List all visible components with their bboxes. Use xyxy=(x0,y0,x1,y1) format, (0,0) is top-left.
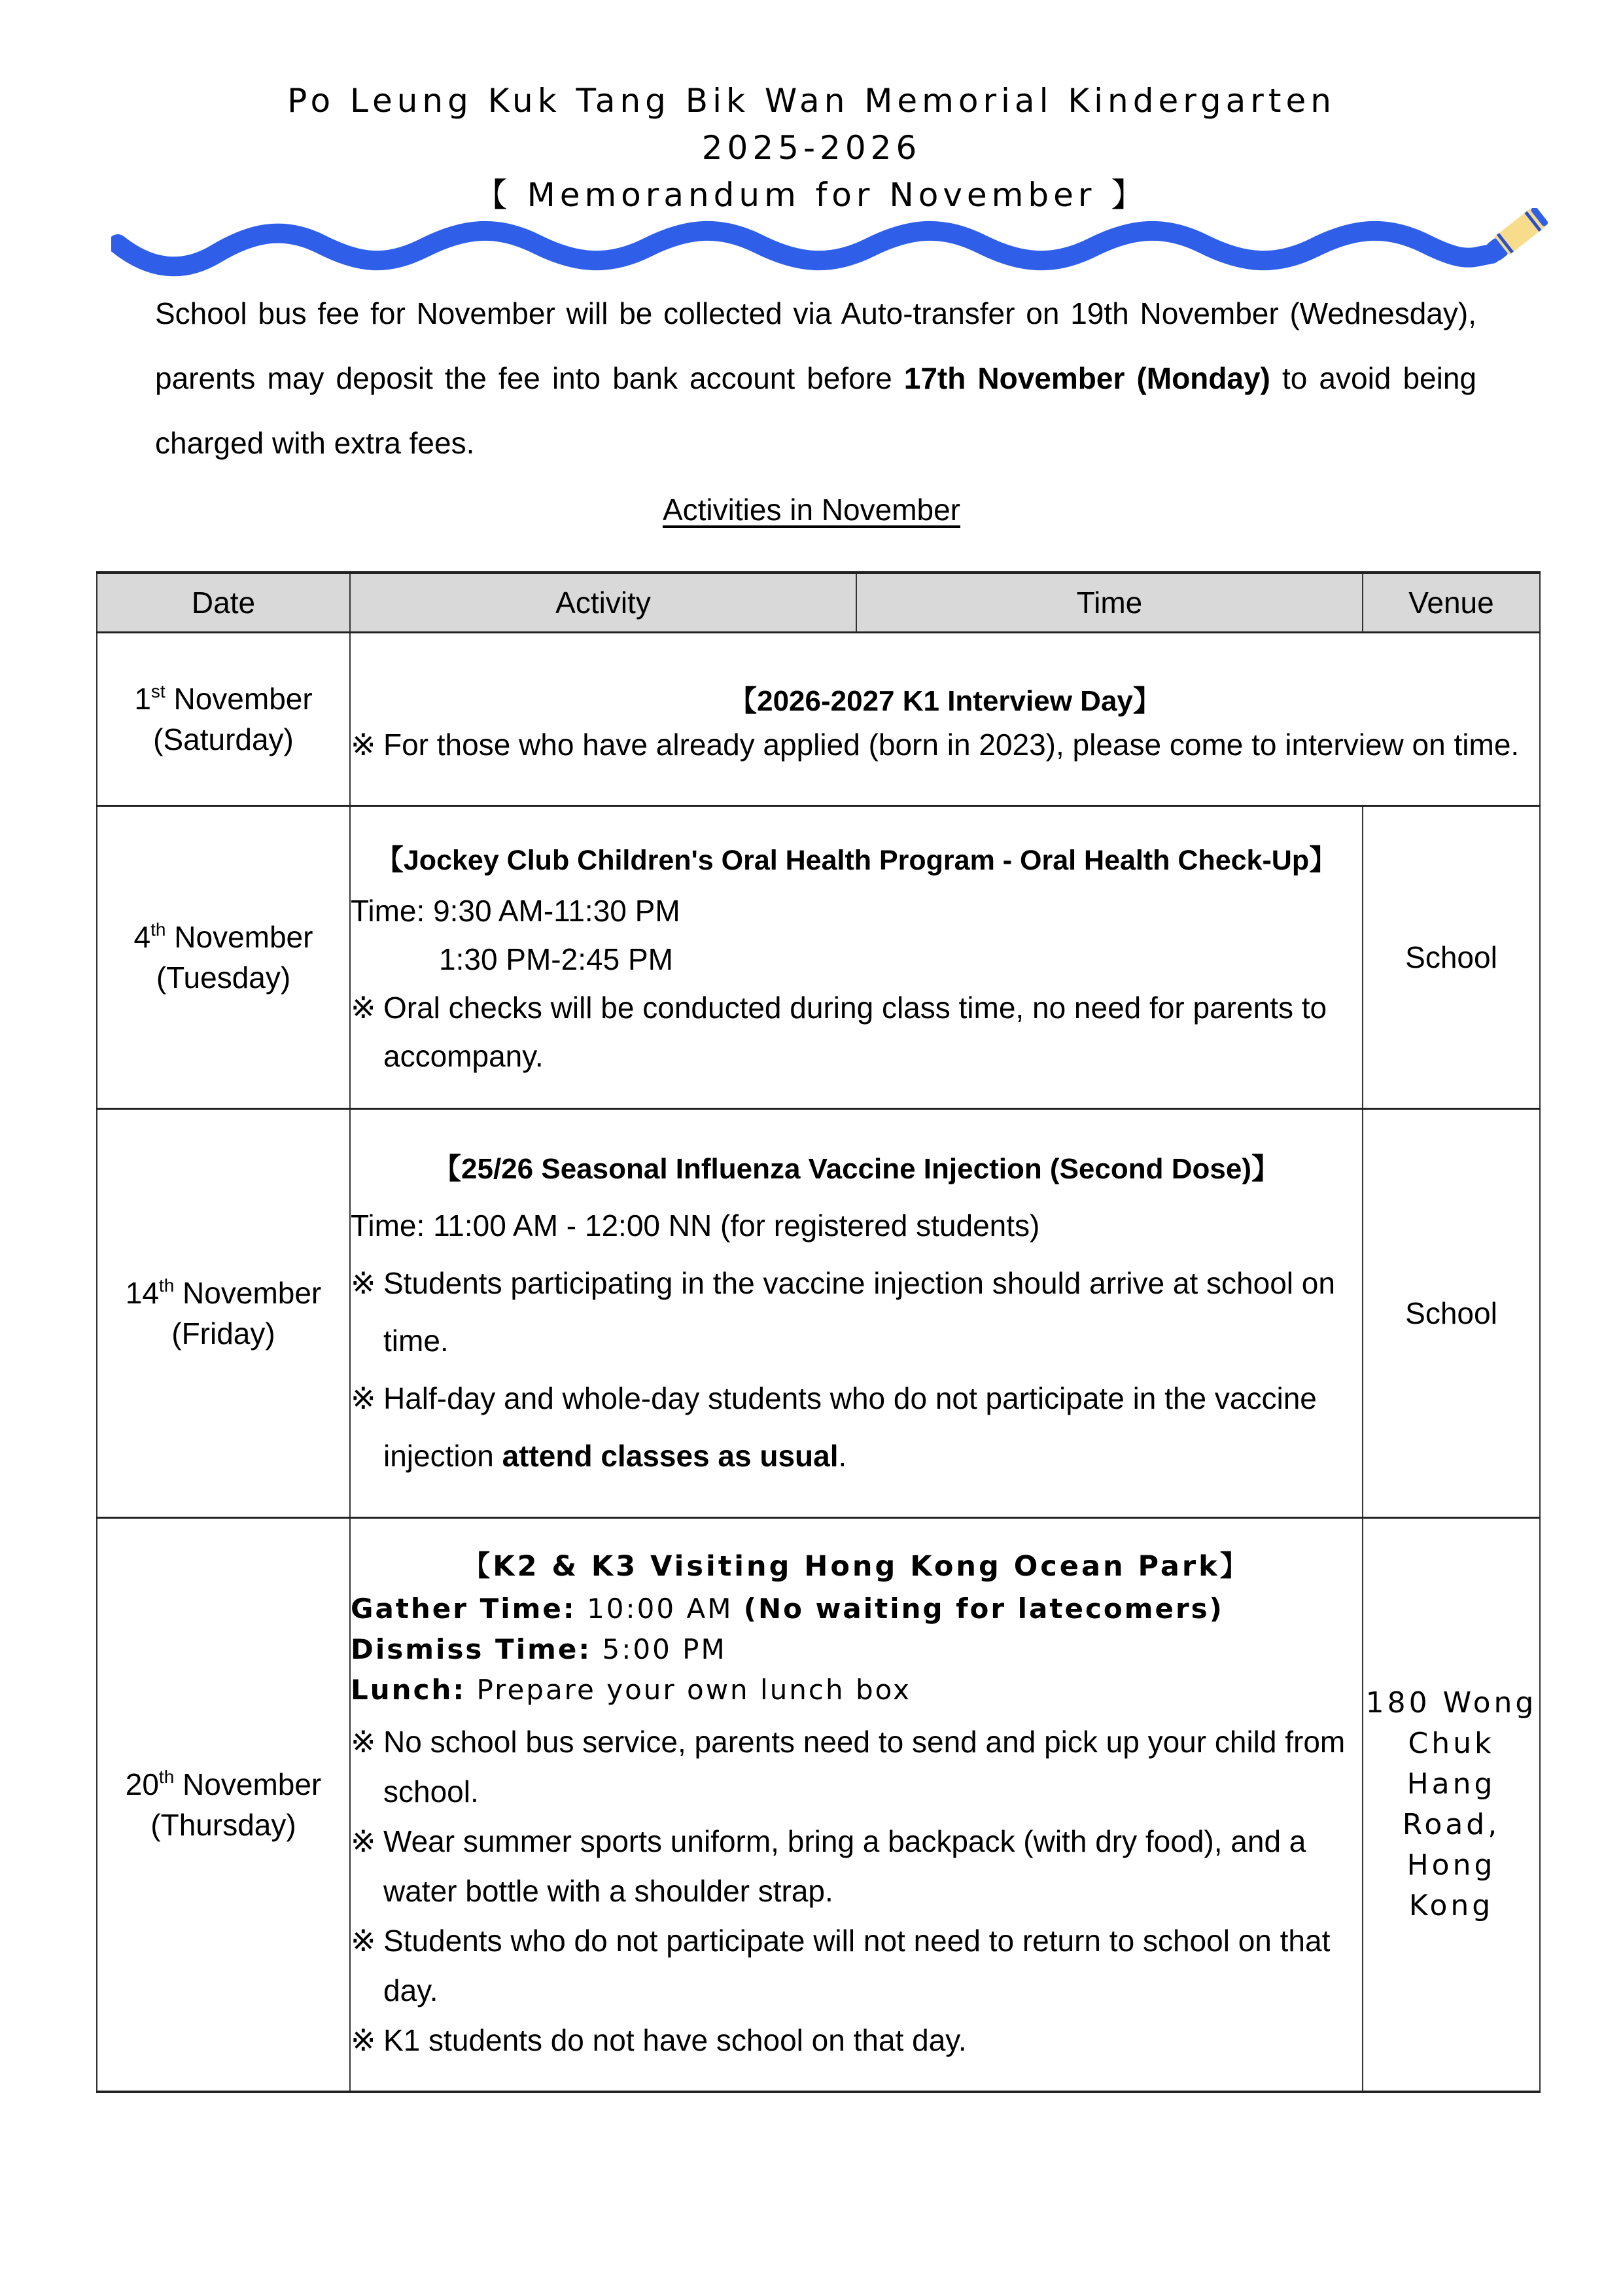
column-header-time: Time xyxy=(856,573,1363,633)
memo-title: 【 Memorandum for November 】 xyxy=(474,176,1149,214)
note-text: Oral checks will be conducted during class time, no need for parents to accompany. xyxy=(383,991,1327,1073)
reference-mark-icon: ※ xyxy=(351,2023,376,2057)
dismiss-label: Dismiss Time: xyxy=(351,1633,592,1665)
table-row xyxy=(97,1518,1540,2093)
gather-value: 10:00 AM xyxy=(576,1593,744,1625)
date-month: November xyxy=(174,1767,322,1801)
memo-header xyxy=(0,77,1623,219)
date-suffix: th xyxy=(150,919,166,940)
reference-mark-icon: ※ xyxy=(351,1725,376,1759)
school-year: 2025-2026 xyxy=(701,129,922,167)
date-month: November xyxy=(166,920,313,954)
note-emphasis: attend classes as usual xyxy=(502,1439,839,1473)
note-text: Students who do not participate will not need to return to school on that day. xyxy=(383,1924,1331,2007)
weekday: (Tuesday) xyxy=(156,961,291,995)
activity-note xyxy=(351,721,1539,768)
activity-cell xyxy=(350,633,1540,806)
activity-note xyxy=(351,1254,1362,1369)
activity-cell xyxy=(350,806,1363,1109)
wavy-crayon-line-icon xyxy=(111,208,1550,280)
venue-line: Road, xyxy=(1402,1808,1501,1841)
notice-deadline: 17th November (Monday) xyxy=(903,361,1270,395)
notice-text: School bus fee for November will be collected via Auto-transfer on 19th November (Wednesday), parents may deposit the fee into bank account before xyxy=(155,296,1476,395)
weekday: (Friday) xyxy=(171,1316,275,1351)
activity-note xyxy=(351,1717,1362,1816)
venue-cell xyxy=(1363,1518,1540,2093)
lunch-value: Prepare your own lunch box xyxy=(466,1674,911,1706)
weekday: (Saturday) xyxy=(153,722,294,756)
bus-fee-notice xyxy=(155,281,1476,476)
venue-line: Chuk Hang xyxy=(1406,1727,1496,1801)
dismiss-value: 5:00 PM xyxy=(591,1633,727,1665)
activity-note xyxy=(351,1916,1362,2015)
activity-note xyxy=(351,1369,1362,1485)
venue-line: 180 Wong xyxy=(1365,1686,1537,1720)
note-text: Students participating in the vaccine injection should arrive at school on time. xyxy=(383,1266,1335,1358)
lunch-label: Lunch: xyxy=(351,1674,466,1706)
activity-time-second: 1:30 PM-2:45 PM xyxy=(439,942,673,976)
date-suffix: st xyxy=(150,681,166,701)
gather-note: (No waiting for latecomers) xyxy=(743,1593,1224,1625)
date-cell xyxy=(97,633,350,806)
reference-mark-icon: ※ xyxy=(351,1924,376,1958)
school-name: Po Leung Kuk Tang Bik Wan Memorial Kindergarten xyxy=(287,82,1336,120)
column-header-activity: Activity xyxy=(350,573,856,633)
note-text: Wear summer sports uniform, bring a backpack (with dry food), and a water bottle with a shoulder strap. xyxy=(383,1824,1306,1908)
venue-line: Hong Kong xyxy=(1406,1848,1496,1922)
gather-time xyxy=(351,1589,1362,1629)
lunch-info xyxy=(351,1670,1362,1710)
column-header-venue: Venue xyxy=(1363,573,1540,633)
venue-cell: School xyxy=(1363,1109,1540,1518)
reference-mark-icon: ※ xyxy=(351,728,376,762)
activity-time: Time: 9:30 AM-11:30 PM xyxy=(351,894,680,928)
activity-title: 【2026-2027 K1 Interview Day】 xyxy=(728,685,1162,717)
date-cell xyxy=(97,1518,350,2093)
activity-time: Time: 11:00 AM - 12:00 NN (for registered students) xyxy=(351,1209,1040,1243)
note-text: For those who have already applied (born in 2023), please come to interview on time. xyxy=(383,728,1520,762)
date-day: 20 xyxy=(125,1767,159,1801)
reference-mark-icon: ※ xyxy=(351,991,376,1025)
reference-mark-icon: ※ xyxy=(351,1266,376,1300)
reference-mark-icon: ※ xyxy=(351,1381,376,1415)
date-month: November xyxy=(174,1276,322,1310)
reference-mark-icon: ※ xyxy=(351,1824,376,1858)
date-month: November xyxy=(165,682,313,716)
note-text: Half-day and whole-day students who do not participate in the vaccine injection xyxy=(383,1381,1317,1473)
date-suffix: th xyxy=(158,1767,175,1787)
note-text: No school bus service, parents need to send and pick up your child from school. xyxy=(383,1725,1346,1809)
date-day: 1 xyxy=(134,682,151,716)
activity-note xyxy=(351,2015,1362,2065)
activity-cell xyxy=(350,1109,1363,1518)
activity-note xyxy=(351,983,1362,1080)
activity-title: 【Jockey Club Children's Oral Health Program - Oral Health Check-Up】 xyxy=(375,845,1338,876)
table-row xyxy=(97,633,1540,806)
gather-label: Gather Time: xyxy=(351,1593,576,1625)
weekday: (Thursday) xyxy=(150,1808,296,1842)
section-heading: Activities in November xyxy=(662,493,961,527)
date-suffix: th xyxy=(158,1275,175,1296)
table-row xyxy=(97,806,1540,1109)
notice-text-end: to avoid being charged with extra fees. xyxy=(155,361,1476,460)
date-cell xyxy=(97,1109,350,1518)
venue-cell: School xyxy=(1363,806,1540,1109)
activities-table xyxy=(96,571,1541,2093)
table-row xyxy=(97,1109,1540,1518)
note-text: K1 students do not have school on that day. xyxy=(383,2023,967,2057)
crayon-icon xyxy=(1484,208,1549,263)
activity-note xyxy=(351,1816,1362,1916)
dismiss-time xyxy=(351,1629,1362,1670)
activity-cell xyxy=(350,1518,1363,2093)
activity-title: 【K2 & K3 Visiting Hong Kong Ocean Park】 xyxy=(462,1550,1251,1583)
date-day: 14 xyxy=(125,1276,159,1310)
note-text-end: . xyxy=(838,1439,847,1473)
table-header-row xyxy=(97,573,1540,633)
column-header-date: Date xyxy=(97,573,350,633)
date-cell xyxy=(97,806,350,1109)
date-day: 4 xyxy=(133,920,151,954)
activity-title: 【25/26 Seasonal Influenza Vaccine Injection (Second Dose)】 xyxy=(432,1153,1280,1185)
